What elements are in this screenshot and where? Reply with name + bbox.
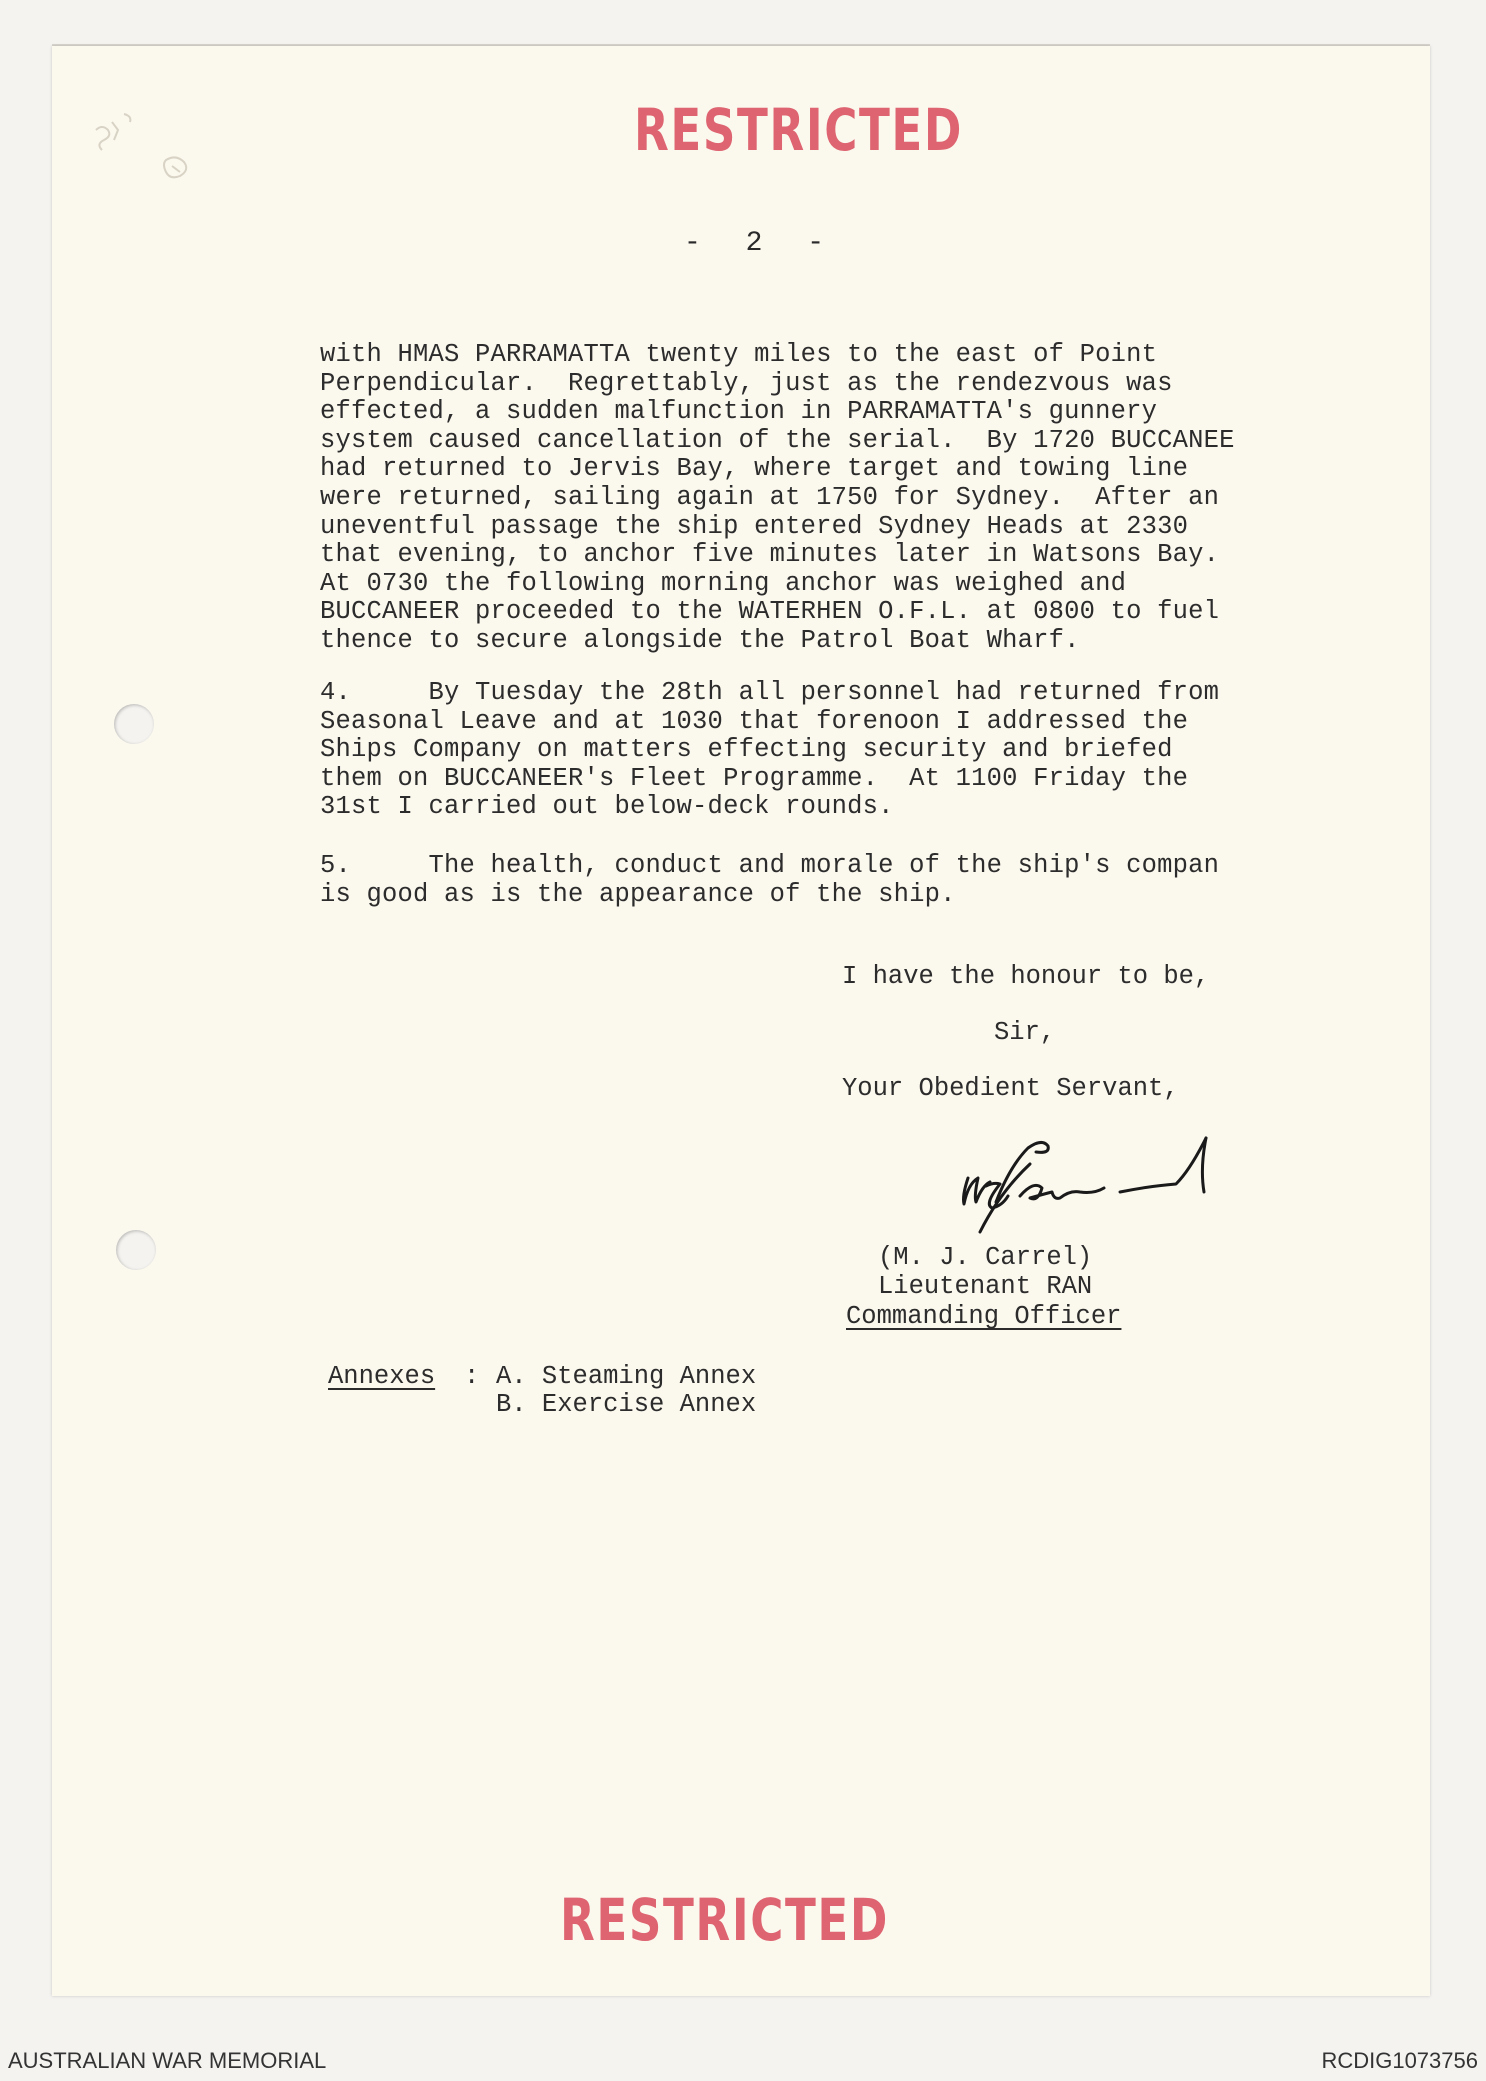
paragraph-5 xyxy=(320,852,1219,909)
page-number: - 2 - xyxy=(684,228,839,259)
restricted-stamp-top: RESTRICTED xyxy=(634,96,963,164)
text-line: effected, a sudden malfunction in PARRAMATTA's gunnery xyxy=(320,397,1158,427)
document-page xyxy=(52,46,1430,1996)
text-line: were returned, sailing again at 1750 for Sydney. After an xyxy=(320,482,1220,512)
punch-hole xyxy=(116,1230,156,1270)
text-line: system caused cancellation of the serial. By 1720 BUCCANEE xyxy=(320,425,1235,455)
punch-hole xyxy=(114,704,154,744)
paragraph-continuation xyxy=(320,341,1235,656)
text-line: them on BUCCANEER's Fleet Programme. At 1100 Friday the xyxy=(320,763,1189,793)
text-line: is good as is the appearance of the ship. xyxy=(320,879,956,909)
handwritten-signature xyxy=(950,1124,1240,1244)
text-line: 5. The health, conduct and morale of the ship's compan xyxy=(320,851,1220,880)
annexes-colon: : xyxy=(464,1362,480,1391)
text-line: BUCCANEER proceeded to the WATERHEN O.F.L. at 0800 to fuel xyxy=(320,597,1220,627)
closing-honour: I have the honour to be, xyxy=(842,962,1210,991)
text-line: thence to secure alongside the Patrol Boat Wharf. xyxy=(320,625,1080,655)
signatory-title: Commanding Officer xyxy=(846,1302,1122,1331)
text-line: 4. By Tuesday the 28th all personnel had returned from xyxy=(320,678,1220,707)
text-line: uneventful passage the ship entered Sydney Heads at 2330 xyxy=(320,511,1189,541)
closing-salutation: Sir, xyxy=(994,1018,1056,1047)
emboss-mark xyxy=(88,110,208,200)
text-line: 31st I carried out below-deck rounds. xyxy=(320,792,894,822)
text-line: Perpendicular. Regrettably, just as the rendezvous was xyxy=(320,368,1173,398)
annexes-label: Annexes xyxy=(328,1362,436,1391)
text-line: Seasonal Leave and at 1030 that forenoon I addressed the xyxy=(320,706,1189,736)
text-line: At 0730 the following morning anchor was weighed and xyxy=(320,568,1127,598)
footer-record-id: RCDIG1073756 xyxy=(1321,2048,1478,2073)
annex-item: B. Exercise Annex xyxy=(496,1390,757,1419)
text-line: Ships Company on matters effecting security and briefed xyxy=(320,735,1173,765)
annex-item: A. Steaming Annex xyxy=(496,1362,757,1391)
restricted-stamp-bottom: RESTRICTED xyxy=(560,1886,889,1954)
footer-institution: AUSTRALIAN WAR MEMORIAL xyxy=(8,2048,327,2073)
text-line: with HMAS PARRAMATTA twenty miles to the east of Point xyxy=(320,340,1158,369)
paragraph-4 xyxy=(320,679,1219,822)
signatory-name: (M. J. Carrel) xyxy=(878,1243,1093,1272)
text-line: had returned to Jervis Bay, where target and towing line xyxy=(320,454,1189,484)
signatory-rank: Lieutenant RAN xyxy=(878,1272,1093,1301)
closing-servant: Your Obedient Servant, xyxy=(842,1074,1179,1103)
text-line: that evening, to anchor five minutes later in Watsons Bay. xyxy=(320,540,1220,570)
